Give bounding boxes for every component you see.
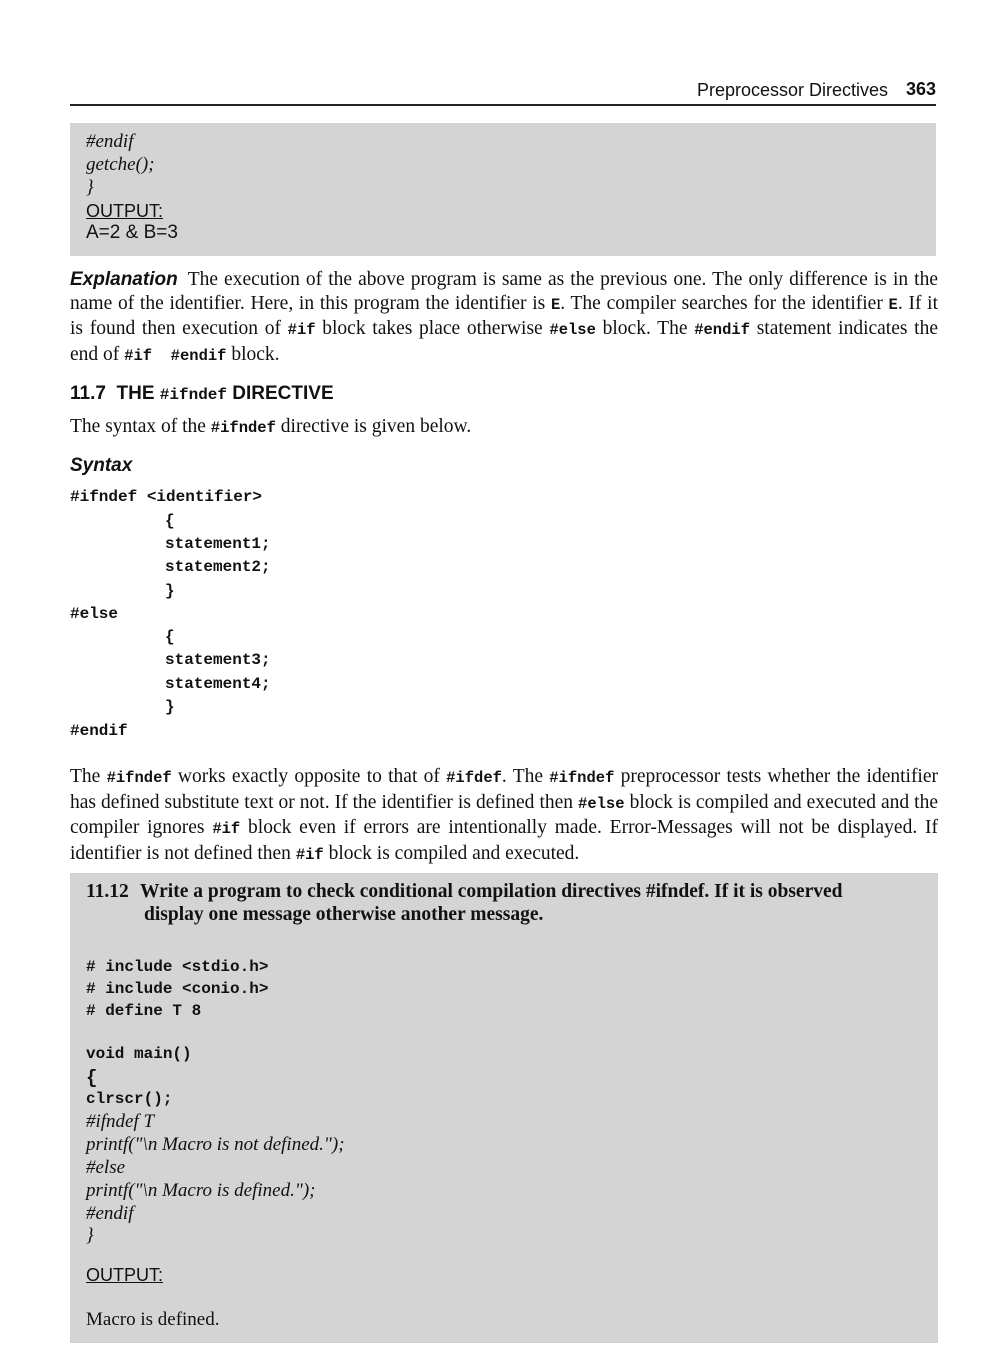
inline-code: #ifndef: [210, 419, 276, 437]
inline-code: #ifndef: [549, 769, 615, 787]
inline-code: #if #endif: [124, 346, 227, 365]
output-label: OUTPUT:: [86, 201, 164, 221]
description-paragraph: [70, 765, 938, 867]
explanation-paragraph: [70, 268, 938, 368]
page-header: [70, 78, 936, 106]
question: [86, 880, 928, 926]
text: block. The: [595, 318, 695, 339]
syntax-label: Syntax: [70, 455, 133, 476]
code-line: #else: [86, 1157, 126, 1178]
inline-code: #else: [549, 321, 596, 339]
code-line: # include <stdio.h>: [86, 958, 269, 976]
syntax-line: {: [165, 628, 175, 646]
text: preprocessor tests whether the identifier has defined substitute text or not. If the identifier is defined then: [70, 766, 939, 813]
code-line: void main(): [86, 1045, 192, 1063]
text: The syntax of the: [70, 416, 211, 437]
text: . The compiler searches for the identifier: [560, 292, 889, 314]
text: block takes place otherwise: [315, 318, 550, 339]
text: directive is given below.: [275, 416, 472, 437]
code-line: # include <conio.h>: [86, 980, 269, 998]
code-line: #endif: [86, 131, 134, 152]
text: statement indicates the end of: [70, 318, 938, 365]
syntax-line: statement1;: [165, 535, 271, 553]
text: . If it is found then execution of: [70, 292, 938, 339]
syntax-line: #endif: [70, 722, 128, 740]
inline-code: #ifdef: [446, 769, 502, 787]
text: block even if errors are intentionally made. Error-Messages will not be displayed. If identifier is not defined then: [70, 817, 939, 864]
text: works exactly opposite to that of: [171, 766, 447, 787]
output-label: OUTPUT:: [86, 1265, 164, 1285]
syntax-line: statement4;: [165, 675, 271, 693]
question-number: 11.12: [86, 881, 129, 902]
text: block.: [226, 343, 280, 365]
inline-code: E: [550, 295, 561, 314]
inline-code: #endif: [694, 321, 751, 339]
section-number: 11.7: [70, 383, 106, 404]
inline-code: #if: [295, 845, 324, 864]
code-line: {: [86, 1067, 98, 1089]
syntax-line: #ifndef <identifier>: [70, 488, 263, 506]
page-number: 363: [905, 79, 936, 99]
output-value: A=2 & B=3: [86, 222, 178, 243]
inline-code: #ifndef: [159, 386, 227, 404]
syntax-line: statement2;: [165, 558, 271, 576]
inline-code: #else: [578, 794, 625, 813]
code-line: # define T 8: [86, 1002, 202, 1020]
header-title: Preprocessor Directives: [696, 80, 888, 100]
intro-paragraph: [70, 415, 938, 441]
code-line: clrscr();: [86, 1090, 173, 1108]
syntax-line: {: [165, 512, 175, 530]
code-line: }: [86, 177, 94, 198]
explanation-label: Explanation: [70, 269, 178, 290]
previous-program-box: [70, 123, 936, 256]
syntax-line: statement3;: [165, 651, 271, 669]
code-line: #endif: [86, 1203, 134, 1224]
section-heading: [70, 383, 334, 405]
text: The execution of the above program is same as the previous one. The only difference is in the name of the identifier. Here, in this program the identifier is: [70, 269, 938, 314]
code-line: printf("\n Macro is not defined.");: [86, 1134, 345, 1155]
section-title: THE: [116, 383, 160, 404]
section-title: DIRECTIVE: [227, 383, 334, 404]
program-box: [70, 873, 938, 1343]
inline-code: #if: [212, 820, 241, 838]
inline-code: #ifndef: [106, 769, 172, 787]
syntax-line: }: [165, 698, 175, 716]
question-text: display one message otherwise another message.: [144, 904, 544, 925]
text: The: [70, 766, 107, 787]
text: block is compiled and executed and the compiler ignores: [70, 791, 938, 838]
output-value: Macro is defined.: [86, 1309, 220, 1330]
code-line: }: [86, 1225, 94, 1246]
code-line: printf("\n Macro is defined.");: [86, 1180, 316, 1201]
question-text: Write a program to check conditional compilation directives #ifndef. If it is observed: [140, 881, 843, 902]
syntax-line: }: [165, 582, 175, 600]
code-line: #ifndef T: [86, 1111, 155, 1132]
text: . The: [501, 766, 550, 787]
code-line: getche();: [86, 154, 155, 175]
inline-code: E: [888, 295, 898, 314]
syntax-line: #else: [70, 605, 119, 623]
text: block is compiled and executed.: [323, 842, 580, 864]
inline-code: #if: [287, 321, 316, 339]
